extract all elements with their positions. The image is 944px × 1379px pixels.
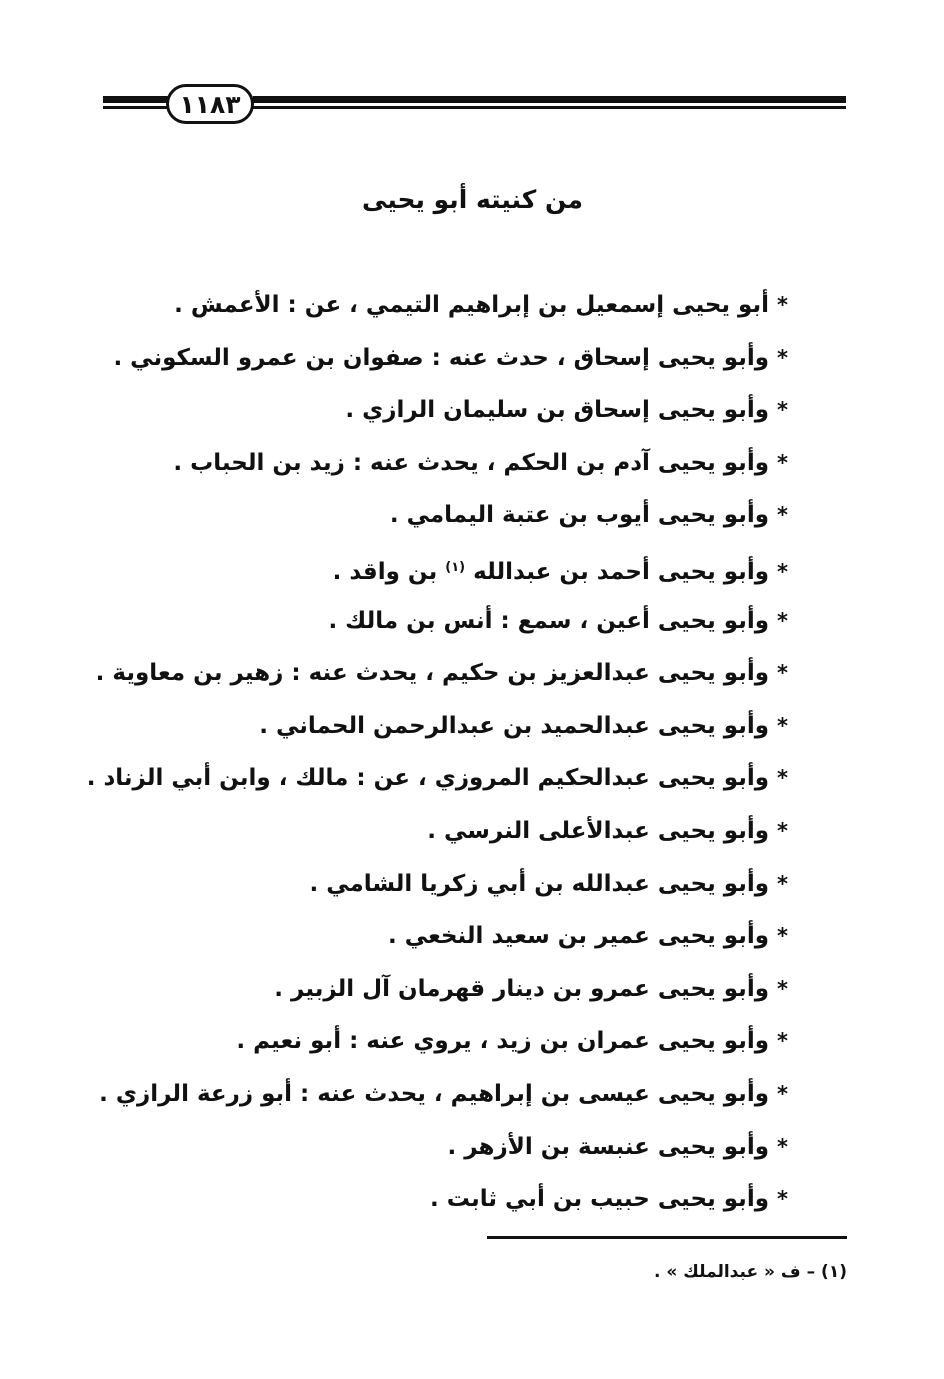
entry-text: أبو يحيى إسمعيل بن إبراهيم التيمي ، عن : الأعمش .	[174, 292, 770, 318]
entry-text: وأبو يحيى إسحاق ، حدث عنه : صفوان بن عمرو السكوني .	[113, 344, 770, 371]
list-item	[138, 703, 788, 756]
section-title: من كنيته أبو يحيى	[362, 185, 583, 214]
bullet-star: *	[777, 398, 788, 423]
list-item	[138, 598, 788, 651]
header-rule-left	[103, 96, 173, 112]
entry-text: وأبو يحيى عمران بن زيد ، يروي عنه : أبو نعيم .	[236, 1028, 770, 1055]
entry-text: وأبو يحيى عبدالأعلى النرسي .	[427, 817, 770, 844]
bullet-star: *	[777, 345, 788, 370]
bullet-star: *	[777, 924, 788, 949]
bullet-star: *	[777, 1134, 788, 1159]
entry-text: وأبو يحيى أعين ، سمع : أنس بن مالك .	[328, 607, 770, 634]
bullet-star: *	[777, 713, 788, 738]
entry-text: وأبو يحيى حبيب بن أبي ثابت .	[430, 1186, 770, 1213]
footnote-reference[interactable]: (١)	[445, 559, 466, 575]
entry-text: وأبو يحيى آدم بن الحكم ، يحدث عنه : زيد بن الحباب .	[173, 449, 770, 476]
entry-text: وأبو يحيى عبدالحميد بن عبدالرحمن الحماني .	[259, 712, 770, 739]
bullet-star: *	[777, 1081, 788, 1106]
list-item	[95, 650, 788, 703]
list-item	[138, 808, 788, 861]
list-item	[138, 966, 788, 1019]
list-item	[138, 1018, 788, 1071]
bullet-star: *	[777, 1187, 788, 1212]
entry-text: وأبو يحيى إسحاق بن سليمان الرازي .	[345, 397, 770, 424]
entry-text: وأبو يحيى عبدالعزيز بن حكيم ، يحدث عنه : زهير بن معاوية .	[95, 660, 770, 687]
bullet-star: *	[777, 503, 788, 528]
list-item	[99, 1071, 788, 1124]
entry-text: وأبو يحيى أيوب بن عتبة اليمامي .	[389, 502, 770, 529]
list-item	[138, 545, 788, 598]
bullet-star: *	[777, 661, 788, 686]
footnote	[654, 1262, 847, 1282]
list-item	[138, 282, 788, 335]
bullet-star: *	[777, 293, 788, 317]
bullet-star: *	[777, 559, 788, 584]
entry-text: وأبو يحيى عمير بن سعيد النخعي .	[387, 923, 770, 950]
entry-text: وأبو يحيى عيسى بن إبراهيم ، يحدث عنه : أبو زرعة الرازي .	[99, 1080, 770, 1107]
footnote-text: ف « عبدالملك » .	[654, 1262, 801, 1282]
entry-text: وأبو يحيى عبدالحكيم المروزي ، عن : مالك ، وابن أبي الزناد .	[86, 765, 770, 792]
entry-text: وأبو يحيى عمرو بن دينار قهرمان آل الزبير .	[274, 975, 770, 1002]
list-item	[138, 1176, 788, 1229]
page-number: ١١٨٣	[166, 84, 254, 124]
entry-text: وأبو يحيى عنبسة بن الأزهر .	[447, 1133, 770, 1160]
list-item	[138, 1124, 788, 1177]
entry-list	[86, 282, 788, 1229]
entry-text-continued: بن واقد .	[332, 558, 446, 585]
bullet-star: *	[777, 608, 788, 633]
list-item	[138, 913, 788, 966]
bullet-star: *	[777, 1029, 788, 1054]
entry-text: وأبو يحيى أحمد بن عبدالله	[473, 558, 770, 585]
bullet-star: *	[777, 818, 788, 843]
list-item	[138, 440, 788, 493]
list-item	[113, 335, 788, 388]
bullet-star: *	[777, 450, 788, 475]
bullet-star: *	[777, 871, 788, 896]
header-rule-right	[253, 96, 846, 112]
list-item	[138, 861, 788, 914]
bullet-star: *	[777, 976, 788, 1001]
footnote-mark: (١) –	[806, 1262, 847, 1282]
footnote-divider	[487, 1236, 847, 1239]
entry-text: وأبو يحيى عبدالله بن أبي زكريا الشامي .	[309, 870, 770, 897]
list-item	[86, 755, 788, 808]
bullet-star: *	[777, 766, 788, 791]
list-item	[138, 387, 788, 440]
list-item	[138, 492, 788, 545]
